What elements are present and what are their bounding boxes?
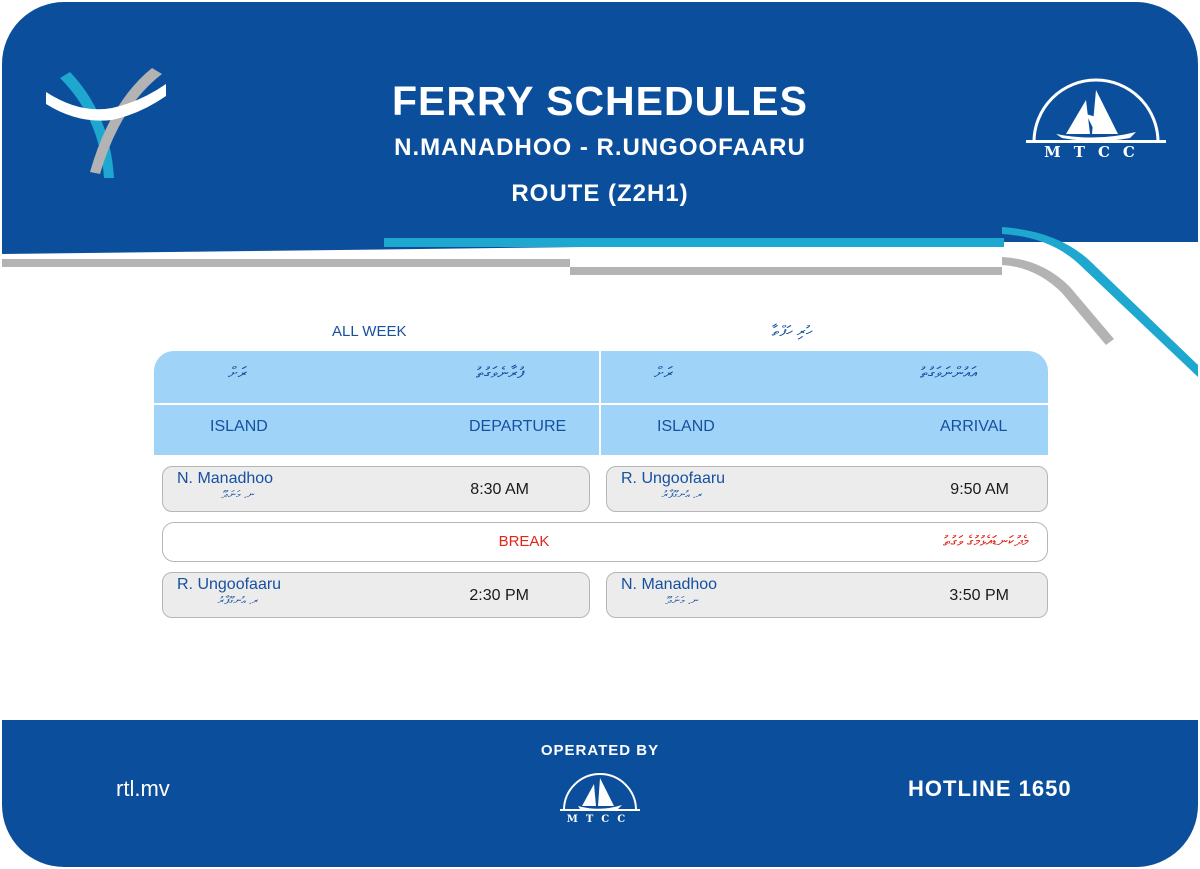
website-link[interactable]: rtl.mv [116, 776, 170, 801]
arrival-time: 9:50 AM [950, 481, 1009, 498]
arrival-island-dv: ރ. އުނގޫފާރު [661, 489, 703, 501]
break-row [162, 522, 1048, 562]
header-departure-dv: ފުރާނެވަގުތު [476, 365, 524, 382]
page-title: FERRY SCHEDULES [392, 78, 808, 124]
header-island-dv-right: ރަށް [654, 365, 673, 382]
departure-row-1 [162, 466, 590, 512]
departure-island-dv: ނ. މަނަދޫ [221, 489, 255, 501]
break-label: BREAK [498, 533, 550, 550]
departure-time: 8:30 AM [470, 481, 529, 498]
mtcc-logo-text: MTCC [1044, 143, 1148, 161]
arrival-island-dv: ނ. މަނަދޫ [665, 595, 699, 607]
departure-time: 2:30 PM [469, 587, 529, 604]
header-island-right: ISLAND [657, 418, 715, 435]
mtcc-footer-text: MTCC [566, 814, 634, 825]
break-label-dv: މެދުކަނޑައެޅުމުގެ ވަގުތު [943, 533, 1029, 550]
arrival-time: 3:50 PM [949, 587, 1009, 604]
route-names: N.MANADHOO - R.UNGOOFAARU [394, 134, 806, 161]
period-label-dv: ހުރި ހަފްތާ [771, 323, 813, 340]
header-island-dv-left: ރަށް [228, 365, 247, 382]
schedule-card [2, 2, 1198, 867]
departure-row-2 [162, 572, 590, 618]
header-departure: DEPARTURE [469, 418, 567, 435]
arrival-island: R. Ungoofaaru [621, 470, 726, 487]
header-arrival-dv: އައުންނަވަގުތު [920, 365, 978, 382]
footer [2, 720, 1198, 867]
operated-by-label: OPERATED BY [540, 742, 660, 759]
arrival-row-1 [606, 466, 1048, 512]
mtcc-footer-logo-icon [560, 768, 640, 818]
header-line [154, 403, 1048, 405]
arrival-row-2 [606, 572, 1048, 618]
period-label-en: ALL WEEK [332, 323, 407, 340]
table-header [154, 351, 1048, 455]
hotline-number[interactable]: HOTLINE 1650 [908, 776, 1072, 801]
route-code: ROUTE (Z2H1) [511, 180, 689, 207]
header-arrival: ARRIVAL [940, 418, 1008, 435]
departure-island: N. Manadhoo [177, 470, 274, 487]
departure-island: R. Ungoofaaru [177, 576, 282, 593]
header-island-left: ISLAND [210, 418, 268, 435]
arrival-island: N. Manadhoo [621, 576, 718, 593]
departure-island-dv: ރ. އުނގޫފާރު [217, 595, 259, 607]
